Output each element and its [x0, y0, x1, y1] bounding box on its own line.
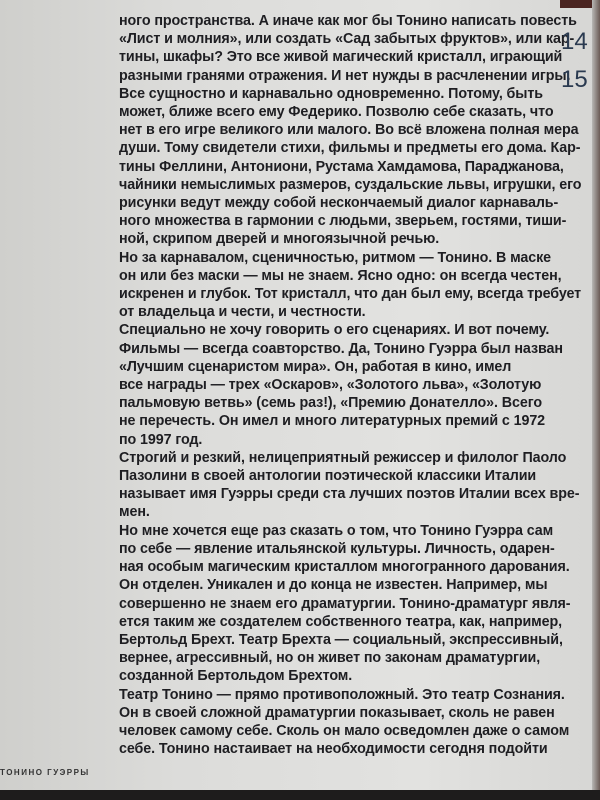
text-line: ного пространства. А иначе как мог бы Тонино написать повесть [119, 13, 577, 29]
text-line: нет в его игре великого или малого. Во всё вложена полная мера [119, 122, 579, 139]
text-line: мен. [119, 504, 150, 521]
text-line: Бертольд Брехт. Театр Брехта — социальный, экспрессивный, [119, 631, 563, 648]
text-line: себе. Тонино настаивает на необходимости сегодня подойти [119, 741, 548, 758]
text-line: созданной Бертольдом Брехтом. [119, 668, 353, 685]
text-line: он или без маски — мы не знаем. Ясно одно: он всегда честен, [119, 267, 562, 284]
text-line: «Лист и молния», или создать «Сад забытых фруктов», или кар- [119, 31, 575, 48]
text-line: Пазолини в своей антологии поэтической классики Италии [119, 468, 537, 485]
text-line: разными гранями отражения. И нет нужды в расчленении игры. [119, 67, 571, 84]
text-line: тины Феллини, Антониони, Рустама Хамдамова, Параджанова, [119, 158, 564, 175]
text-line: человек самому себе. Сколь он мало осведомлен даже о самом [119, 722, 570, 739]
text-line: Все сущностно и карнавально одновременно. Потому, быть [119, 85, 543, 102]
text-line: Он отделен. Уникален и до конца не известен. Например, мы [119, 577, 548, 594]
page-number-left: 14 [561, 28, 588, 55]
page-number-right: 15 [561, 66, 588, 93]
running-footer: ТОНИНО ГУЭРРЫ [0, 768, 90, 777]
text-line: ная особым магическим кристаллом многогранного дарования. [119, 559, 570, 576]
text-line: все награды — трех «Оскаров», «Золотого льва», «Золотую [119, 377, 542, 394]
text-line: Театр Тонино — прямо противоположный. Это театр Сознания. [119, 686, 565, 703]
text-line: рисунки ведут между собой нескончаемый диалог карнаваль- [119, 195, 559, 212]
text-line: Но мне хочется еще раз сказать о том, что Тонино Гуэрра сам [119, 522, 554, 539]
table-surface [0, 790, 600, 800]
text-line: Специально не хочу говорить о его сценариях. И вот почему. [119, 322, 550, 339]
text-line: ется таким же создателем собственного театра, как, например, [119, 613, 562, 630]
text-line: не перечесть. Он имел и много литературных премий с 1972 [119, 413, 546, 430]
text-line: может, ближе всего ему Федерико. Позволю себе сказать, что [119, 104, 554, 121]
text-line: ной, скрипом дверей и многоязычной речью. [119, 231, 440, 248]
text-line: искренен и глубок. Тот кристалл, что дан был ему, всегда требует [119, 286, 582, 303]
page-edge-shadow [592, 0, 600, 800]
text-line: Он в своей сложной драматургии показывает, сколь не равен [119, 704, 555, 721]
text-line: Строгий и резкий, нелицеприятный режиссер и филолог Паоло [119, 449, 567, 466]
text-line: души. Тому свидетели стихи, фильмы и предметы его дома. Кар- [119, 140, 581, 157]
text-line: от владельца и чести, и честности. [119, 304, 366, 321]
text-line: по 1997 год. [119, 431, 203, 448]
text-line: тины, шкафы? Это все живой магический кристалл, играющий [119, 49, 563, 66]
text-line: называет имя Гуэрры среди ста лучших поэтов Италии всех вре- [119, 486, 580, 503]
text-line: совершенно не знаем его драматургии. Тонино-драматург явля- [119, 595, 571, 612]
text-line: по себе — явление итальянской культуры. Личность, одарен- [119, 540, 555, 557]
text-line: пальмовую ветвь» (семь раз!), «Премию Донателло». Всего [119, 395, 542, 412]
text-line: ного множества в гармонии с людьми, зверьем, гостями, тиши- [119, 213, 567, 230]
text-line: Фильмы — всегда соавторство. Да, Тонино Гуэрра был назван [119, 340, 563, 357]
text-line: чайники немыслимых размеров, суздальские львы, игрушки, его [119, 176, 582, 193]
text-line: «Лучшим сценаристом мира». Он, работая в кино, имел [119, 358, 512, 375]
text-line: Но за карнавалом, сценичностью, ритмом — Тонино. В маске [119, 249, 551, 266]
text-line: вернее, агрессивный, но он живет по законам драматургии, [119, 650, 541, 667]
